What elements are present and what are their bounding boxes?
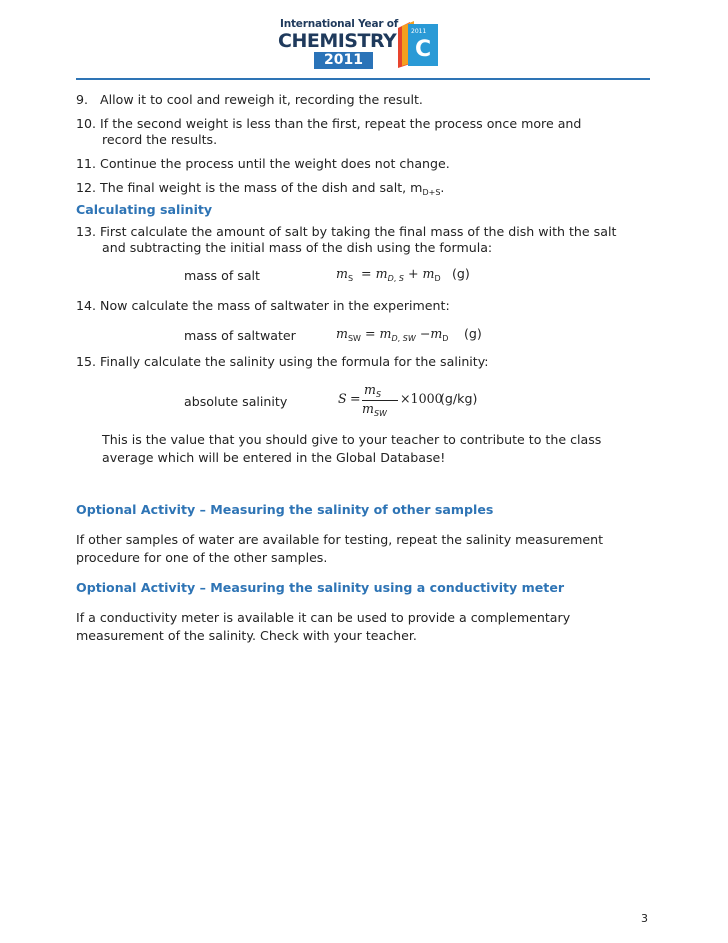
formula-salt-equation: $m_S = m_{D, S} + m_D$ [336,266,441,283]
logo-line3: 2011 [314,52,373,69]
cube-year: 2011 [411,28,427,35]
header-rule [76,78,650,80]
step-10: 10. If the second weight is less than the first, repeat the process once more and [76,116,582,131]
step-12: 12. The final weight is the mass of the dish and salt, $m_{D+S}$. [76,180,445,197]
step-14: 14. Now calculate the mass of saltwater in the experiment: [76,298,450,313]
step-13: 13. First calculate the amount of salt by taking the final mass of the dish with the salt [76,224,617,239]
optional-heading-1: Optional Activity – Measuring the salinity of other samples [76,502,494,517]
step-10-cont: record the results. [102,132,218,147]
closing-line1: This is the value that you should give to your teacher to contribute to the class [102,432,602,447]
step-15: 15. Finally calculate the salinity using the formula for the salinity: [76,354,489,369]
formula-saltwater-equation: $m_{SW} = m_{D, SW} -m_D$ [336,326,449,343]
chemistry-cube-icon [396,20,440,70]
formula-saltwater-label: mass of saltwater [184,328,296,343]
optional2-line2: measurement of the salinity. Check with your teacher. [76,628,417,643]
page-number: 3 [641,912,648,925]
formula-salt-unit: (g) [452,266,470,281]
optional2-line1: If a conductivity meter is available it can be used to provide a complementary [76,610,571,625]
formula-salinity-equation: S = $m_S$ $m_{SW}$ ×1000 [338,382,443,418]
logo-line2: CHEMISTRY [278,30,397,52]
formula-salt-label: mass of salt [184,268,260,283]
section-heading-salinity: Calculating salinity [76,202,213,217]
optional1-line2: procedure for one of the other samples. [76,550,328,565]
step-11: 11. Continue the process until the weight does not change. [76,156,450,171]
formula-saltwater-unit: (g) [464,326,482,341]
formula-salinity-unit: (g/kg) [440,391,478,406]
logo-line1: International Year of [280,18,399,30]
optional1-line1: If other samples of water are available for testing, repeat the salinity measurement [76,532,604,547]
iyc-logo [276,16,446,72]
closing-line2: average which will be entered in the Global Database! [102,450,446,465]
cube-letter: C [415,37,432,62]
step-9: 9. Allow it to cool and reweigh it, recording the result. [76,92,423,107]
optional-heading-2: Optional Activity – Measuring the salinity using a conductivity meter [76,580,565,595]
step-13-cont: and subtracting the initial mass of the dish using the formula: [102,240,493,255]
formula-salinity-label: absolute salinity [184,394,288,409]
